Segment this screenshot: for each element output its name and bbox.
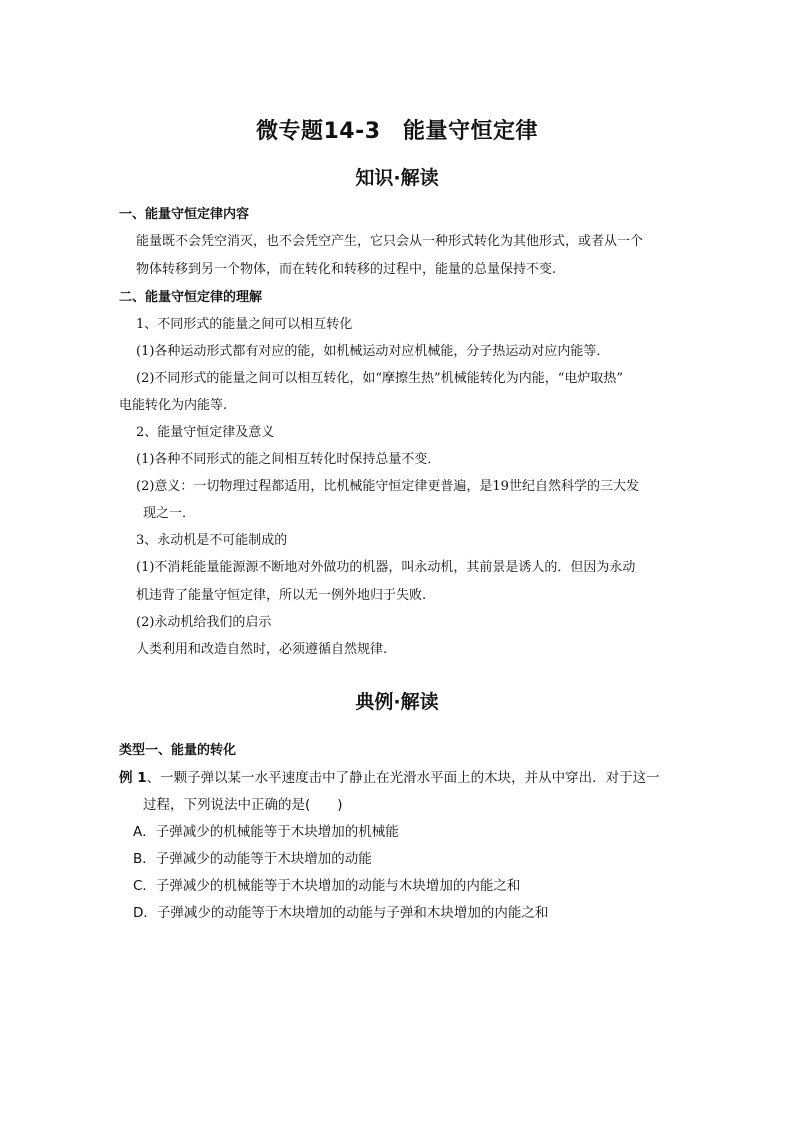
section-1-heading: 一、能量守恒定律内容 bbox=[119, 207, 250, 222]
section-2-item-1: 1、不同形式的能量之间可以相互转化 bbox=[136, 317, 353, 332]
option-d: D．子弹减少的动能等于木块增加的动能与子弹和木块增加的内能之和 bbox=[133, 905, 549, 921]
section-2-item-3-b: (2)永动机给我们的启示 bbox=[136, 615, 272, 630]
section-2-item-3: 3、永动机是不可能制成的 bbox=[136, 533, 288, 548]
section-2-item-2-a: (1)各种不同形式的能之间相互转化时保持总量不变． bbox=[136, 452, 441, 467]
section-2-item-1-a: (1)各种运动形式都有对应的能，如机械运动对应机械能，分子热运动对应内能等． bbox=[136, 344, 610, 359]
example-question-label: 例 1 bbox=[119, 770, 147, 786]
option-a: A．子弹减少的机械能等于木块增加的机械能 bbox=[133, 824, 399, 840]
section-2-item-3-c: 人类利用和改造自然时，必须遵循自然规律. bbox=[136, 642, 388, 657]
example-question-line-1 bbox=[119, 769, 660, 787]
section-2-item-3-a-line-1: (1)不消耗能量能源源不断地对外做功的机器，叫永动机，其前景是诱人的．但因为永动 bbox=[136, 560, 636, 575]
option-b: B．子弹减少的动能等于木块增加的动能 bbox=[133, 851, 372, 867]
section-1-paragraph-line-2: 物体转移到另一个物体，而在转化和转移的过程中，能量的总量保持不变. bbox=[136, 262, 557, 277]
example-question-line-2: 过程，下列说法中正确的是( ) bbox=[143, 797, 343, 813]
page-title: 微专题14-3 能量守恒定律 bbox=[255, 119, 539, 144]
example-heading: 典例·解读 bbox=[355, 691, 439, 713]
section-2-item-2-b-line-2: 现之一． bbox=[143, 506, 196, 521]
section-1-paragraph-line-1: 能量既不会凭空消灭，也不会凭空产生，它只会从一种形式转化为其他形式，或者从一个 bbox=[136, 234, 644, 249]
section-2-item-2: 2、能量守恒定律及意义 bbox=[136, 425, 275, 440]
example-question-text-1: 、一颗子弹以某一水平速度击中了静止在光滑水平面上的木块，并从中穿出．对于这一 bbox=[146, 770, 660, 786]
section-2-item-3-a-line-2: 机违背了能量守恒定律，所以无一例外地归于失败. bbox=[136, 588, 427, 603]
section-2-heading: 二、能量守恒定律的理解 bbox=[119, 290, 263, 305]
section-2-item-1-b-line-2: 电能转化为内能等. bbox=[119, 398, 228, 413]
option-c: C．子弹减少的机械能等于木块增加的动能与木块增加的内能之和 bbox=[133, 878, 521, 894]
knowledge-heading: 知识·解读 bbox=[355, 167, 439, 189]
section-2-item-2-b-line-1: (2)意义：一切物理过程都适用，比机械能守恒定律更普遍，是19世纪自然科学的三大发 bbox=[136, 479, 639, 494]
example-type-heading: 类型一、能量的转化 bbox=[119, 743, 237, 758]
section-2-item-1-b-line-1: (2)不同形式的能量之间可以相互转化，如“摩擦生热”机械能转化为内能，“电炉取热” bbox=[136, 371, 623, 386]
